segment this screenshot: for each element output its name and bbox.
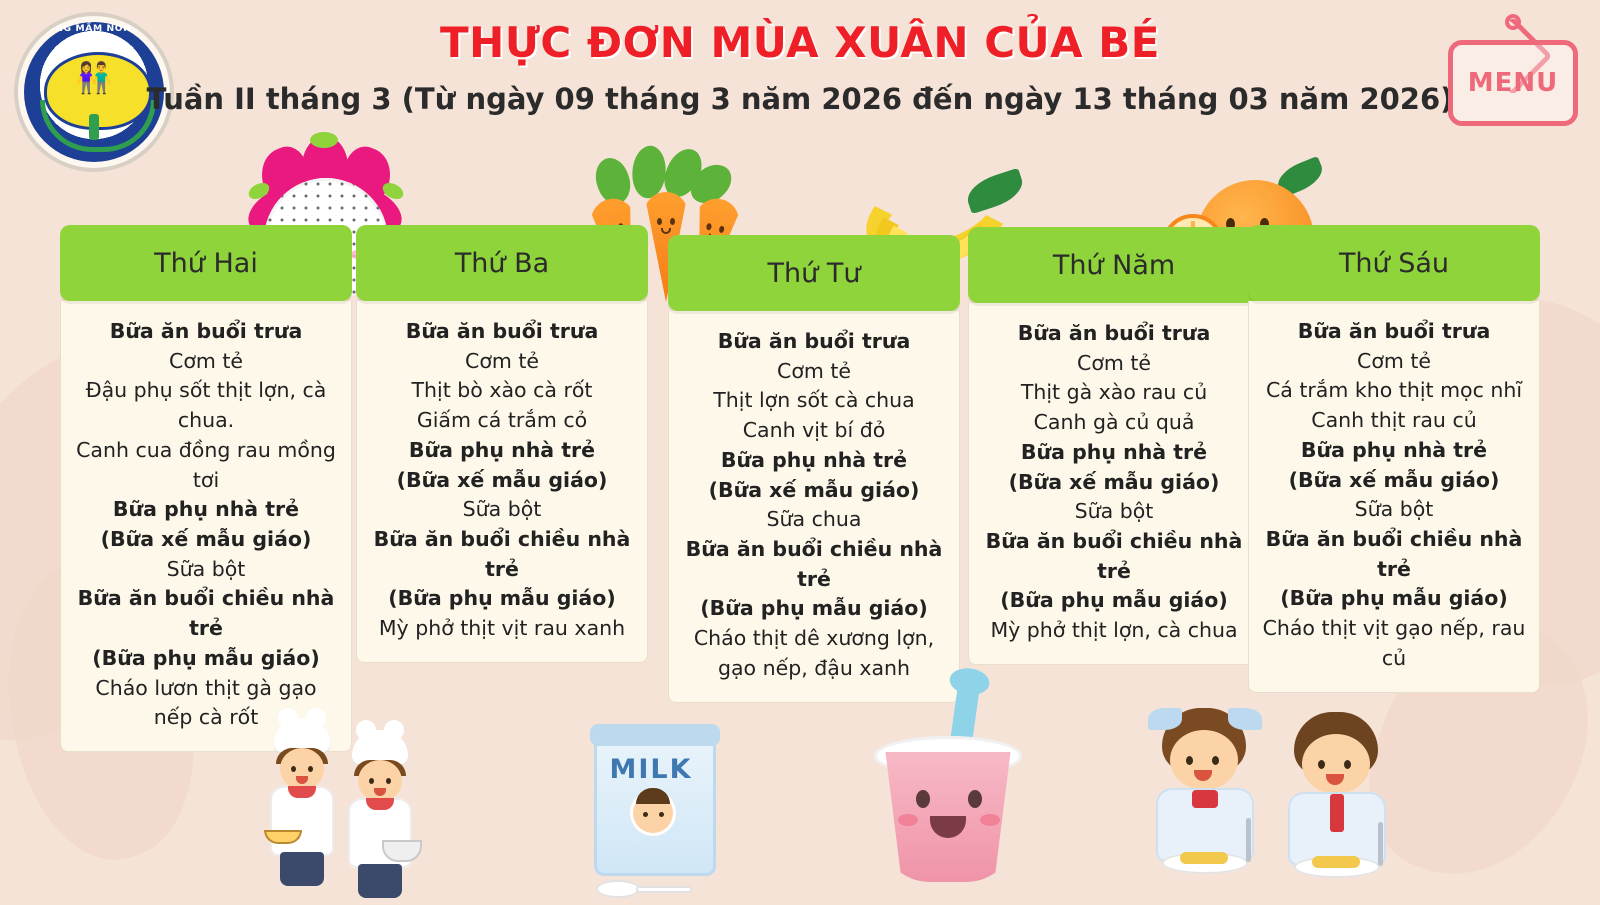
menu-line: Thịt gà xào rau củ [1020, 380, 1208, 405]
menu-line: Bữa ăn buổi trưa [405, 319, 599, 343]
day-header-wednesday [668, 235, 960, 311]
menu-line: (Bữa phụ mẫu giáo) [92, 645, 320, 670]
menu-line: Bữa ăn buổi chiều nhà trẻ [1265, 527, 1523, 581]
menu-line: Bữa ăn buổi chiều nhà trẻ [77, 586, 335, 641]
menu-line: Bữa ăn buổi trưa [1017, 321, 1211, 345]
day-column-friday [1248, 225, 1540, 693]
menu-line: Bữa phụ nhà trẻ [720, 447, 908, 472]
page-title: THỰC ĐƠN MÙA XUÂN CỦA BÉ [440, 18, 1160, 67]
day-column-monday [60, 225, 352, 752]
menu-line: Mỳ phở thịt lợn, cà chua [990, 618, 1238, 643]
chef-girl-icon [340, 730, 420, 902]
kids-eating-illustration [1140, 700, 1430, 900]
menu-line: Bữa phụ nhà trẻ [1300, 437, 1488, 462]
menu-line: Cơm tẻ [169, 348, 243, 373]
menu-line: Đậu phụ sốt thịt lợn, cà chua. [85, 378, 327, 433]
menu-line: Cá trắm kho thịt mọc nhĩ [1265, 378, 1523, 403]
menu-line: Bữa phụ nhà trẻ [112, 497, 300, 522]
menu-line: Cơm tẻ [1357, 348, 1431, 373]
menu-line: (Bữa xế mẫu giáo) [100, 527, 312, 552]
milk-can-lid [590, 724, 720, 746]
day-name: Thứ Sáu [1338, 247, 1450, 279]
day-menu-monday [60, 301, 352, 752]
day-name: Thứ Hai [154, 247, 258, 279]
menu-line: Sữa bột [462, 497, 542, 522]
menu-line: (Bữa phụ mẫu giáo) [700, 596, 928, 621]
day-menu-thursday [968, 303, 1260, 665]
page-subtitle: Tuần II tháng 3 (Từ ngày 09 tháng 3 năm 2026 đến ngày 13 tháng 03 năm 2026) [146, 82, 1454, 116]
milk-can-illustration [590, 724, 730, 900]
day-menu-friday [1248, 301, 1540, 693]
menu-line: Sữa bột [166, 556, 246, 581]
logo-stem-icon [89, 114, 99, 140]
day-name: Thứ Năm [1052, 249, 1176, 281]
chef-boy-icon [262, 718, 342, 890]
logo-school-name: TRƯỜNG MẦM NON NINH VÂN [23, 24, 165, 44]
menu-line: (Bữa xế mẫu giáo) [396, 467, 608, 492]
menu-line: (Bữa phụ mẫu giáo) [1280, 586, 1508, 611]
menu-line: Sữa bột [1074, 499, 1154, 524]
menu-line: Cháo thịt dê xương lợn, gạo nếp, đậu xanh [693, 626, 935, 680]
menu-tag [1448, 14, 1578, 144]
menu-line: Thịt bò xào cà rốt [411, 378, 593, 403]
menu-line: Cơm tẻ [1077, 350, 1151, 375]
menu-line: (Bữa xế mẫu giáo) [1288, 467, 1500, 492]
milk-label: MILK [609, 754, 693, 785]
girl-student-icon [1140, 700, 1270, 896]
day-header-tuesday [356, 225, 648, 301]
day-column-tuesday [356, 225, 648, 663]
menu-line: Sữa bột [1354, 497, 1434, 522]
menu-line: Cháo lươn thịt gà gạo nếp cà rốt [95, 675, 317, 730]
spoon-icon [596, 880, 692, 898]
menu-tag-label: MENU [1467, 68, 1559, 98]
day-column-wednesday [668, 235, 960, 703]
menu-line: Thịt lợn sốt cà chua [713, 388, 915, 413]
menu-line: Bữa ăn buổi trưa [717, 329, 911, 353]
menu-line: Bữa ăn buổi chiều nhà trẻ [985, 529, 1243, 583]
boy-student-icon [1272, 704, 1402, 900]
day-header-thursday [968, 227, 1260, 303]
chef-kids-illustration [262, 718, 452, 900]
day-menu-wednesday [668, 311, 960, 703]
menu-line: (Bữa xế mẫu giáo) [1008, 469, 1220, 494]
day-menu-tuesday [356, 301, 648, 663]
menu-line: Canh cua đồng rau mồng tơi [76, 437, 336, 492]
menu-line: Cơm tẻ [777, 358, 851, 383]
menu-line: Sữa chua [766, 507, 862, 532]
day-name: Thứ Ba [454, 247, 550, 279]
menu-line: Giấm cá trắm cỏ [416, 408, 588, 433]
menu-line: (Bữa xế mẫu giáo) [708, 477, 920, 502]
menu-line: Bữa ăn buổi trưa [109, 319, 303, 343]
menu-line: Mỳ phở thịt vịt rau xanh [378, 616, 626, 641]
menu-line: Canh vịt bí đỏ [742, 418, 886, 443]
menu-line: Bữa phụ nhà trẻ [408, 437, 596, 462]
menu-line: Bữa ăn buổi chiều nhà trẻ [685, 537, 943, 591]
day-header-friday [1248, 225, 1540, 301]
menu-line: (Bữa phụ mẫu giáo) [1000, 588, 1228, 613]
menu-line: Canh thịt rau củ [1311, 408, 1477, 433]
menu-line: Bữa ăn buổi trưa [1297, 319, 1491, 343]
menu-line: Bữa ăn buổi chiều nhà trẻ [373, 527, 631, 581]
menu-line: Bữa phụ nhà trẻ [1020, 439, 1208, 464]
day-column-thursday [968, 227, 1260, 665]
logo-children-icon: 👫 [75, 61, 113, 96]
yogurt-cup-illustration [868, 680, 1028, 900]
menu-line: Cháo thịt vịt gạo nếp, rau củ [1262, 616, 1526, 670]
day-header-monday [60, 225, 352, 301]
baby-icon [630, 790, 676, 836]
menu-line: Canh gà củ quả [1033, 410, 1195, 435]
day-name: Thứ Tư [767, 257, 861, 289]
menu-line: (Bữa phụ mẫu giáo) [388, 586, 616, 611]
menu-line: Cơm tẻ [465, 348, 539, 373]
